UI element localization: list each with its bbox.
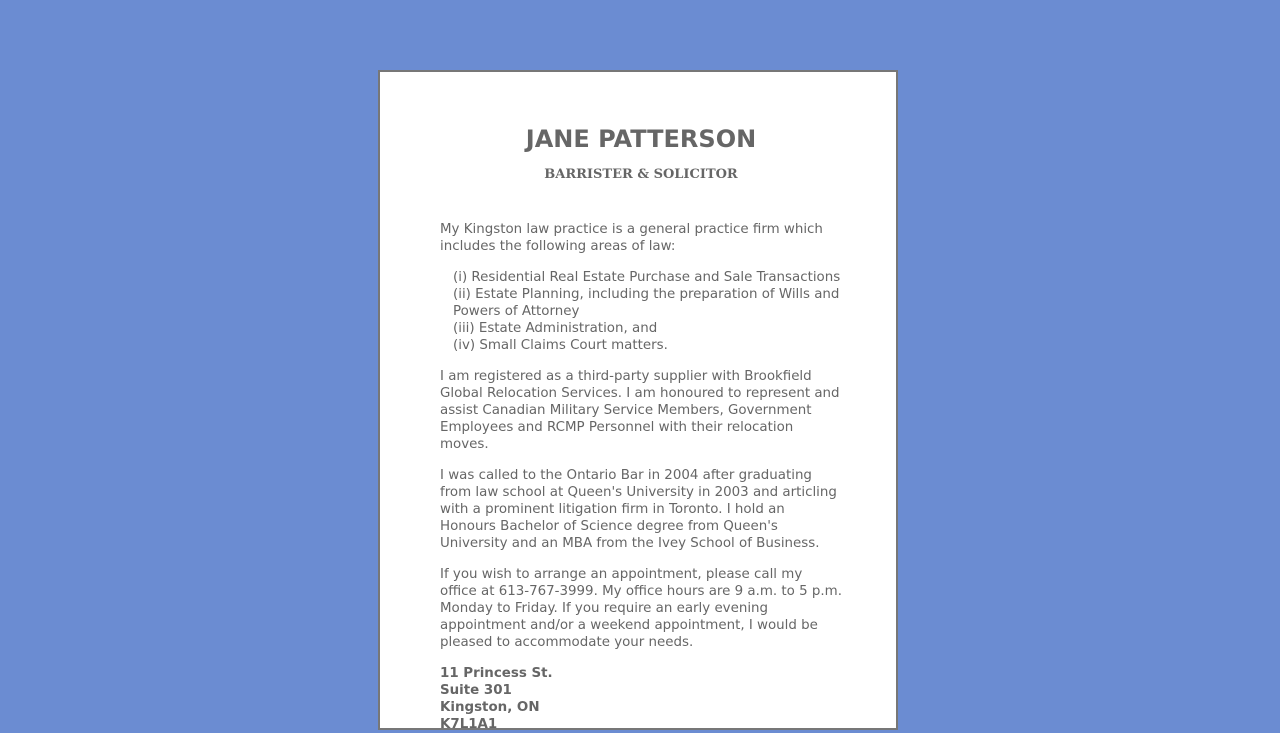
address-city: Kingston, ON bbox=[440, 700, 540, 715]
practice-areas-list bbox=[453, 269, 842, 354]
education-paragraph: I was called to the Ontario Bar in 2004 after graduating from law school at Queen's University in 2003 and articling with a prominent litigation firm in Toronto. I hold an Honours Bachelor of Science degree from Queen's University and an MBA from the Ivey School of Business. bbox=[440, 468, 837, 551]
office-address bbox=[440, 665, 842, 733]
address-street: 11 Princess St. bbox=[440, 666, 553, 681]
page-content bbox=[440, 72, 842, 733]
document-page bbox=[378, 70, 898, 730]
address-suite: Suite 301 bbox=[440, 683, 512, 698]
intro-paragraph: My Kingston law practice is a general practice firm which includes the following areas of law: bbox=[440, 222, 823, 254]
lawyer-name: JANE PATTERSON bbox=[525, 125, 757, 153]
relocation-paragraph: I am registered as a third-party supplier with Brookfield Global Relocation Services. I am honoured to represent and assist Canadian Military Service Members, Government Employees and RCMP Personnel with their relocation moves. bbox=[440, 369, 840, 452]
address-postal: K7L1A1 bbox=[440, 717, 498, 732]
lawyer-title: BARRISTER & SOLICITOR bbox=[544, 167, 738, 182]
practice-area-item: (i) Residential Real Estate Purchase and Sale Transactions bbox=[453, 270, 841, 285]
practice-area-item: (iii) Estate Administration, and bbox=[453, 321, 658, 336]
appointment-paragraph: If you wish to arrange an appointment, please call my office at 613-767-3999. My office hours are 9 a.m. to 5 p.m. Monday to Friday. If you require an early evening appointment and/or a weekend appointment, I would be pleased to accommodate your needs. bbox=[440, 567, 842, 650]
practice-area-item: (ii) Estate Planning, including the preparation of Wills and Powers of Attorney bbox=[453, 287, 840, 319]
practice-area-item: (iv) Small Claims Court matters. bbox=[453, 338, 668, 353]
